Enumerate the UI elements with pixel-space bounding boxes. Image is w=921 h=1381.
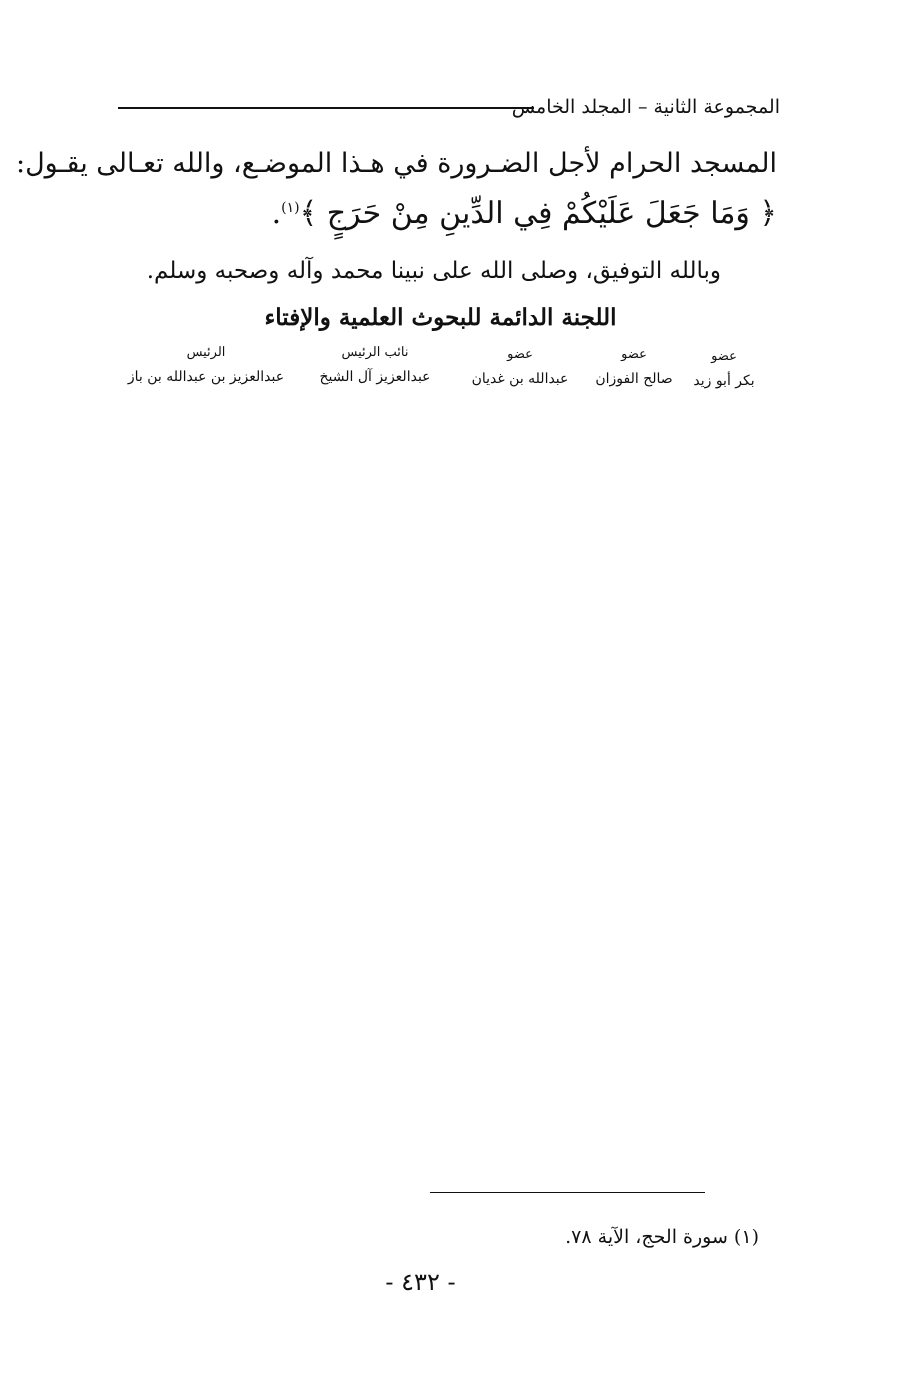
signatory-role: عضو [507, 347, 533, 362]
signatory-name: عبدالله بن غديان [471, 371, 569, 387]
footnote: (١) سورة الحج، الآية ٧٨. [565, 1226, 759, 1248]
signatory-role: الرئيس [186, 345, 226, 360]
signatory-role: عضو [711, 349, 737, 364]
page-number: - ٤٣٢ - [385, 1268, 456, 1296]
body-line-1: المسجد الحرام لأجل الضـرورة في هـذا الموضـع، والله تعـالى يقـول: [15, 148, 777, 179]
signatory-5 [118, 345, 294, 385]
verse-end-punctuation: . [271, 196, 282, 231]
signatory-4 [300, 345, 450, 385]
committee-title: اللجنة الدائمة للبحوث العلمية والإفتاء [264, 304, 617, 331]
signatory-1 [672, 349, 776, 389]
footnote-marker: (١) [281, 200, 300, 216]
signatory-name: صالح الفوزان [595, 371, 673, 387]
closing-line: وبالله التوفيق، وصلى الله على نبينا محمد وآله وصحبه وسلم. [146, 258, 721, 284]
signatory-2 [582, 347, 686, 387]
header-title: المجموعة الثانية – المجلد الخامس [511, 96, 780, 118]
header-rule [118, 107, 534, 109]
signatory-name: بكر أبو زيد [693, 373, 755, 389]
signatory-role: عضو [621, 347, 647, 362]
signatory-role: نائب الرئيس [341, 345, 409, 360]
signatory-name: عبدالعزيز آل الشيخ [319, 369, 431, 385]
signatory-3 [455, 347, 585, 387]
running-header [118, 96, 780, 130]
signatory-name: عبدالعزيز بن عبدالله بن باز [127, 369, 285, 385]
quran-verse-line [272, 196, 777, 231]
footnote-separator [430, 1192, 705, 1193]
quran-verse: ﴿ وَمَا جَعَلَ عَلَيْكُمْ فِي الدِّينِ مِنْ حَرَجٍ ﴾ [299, 196, 777, 231]
